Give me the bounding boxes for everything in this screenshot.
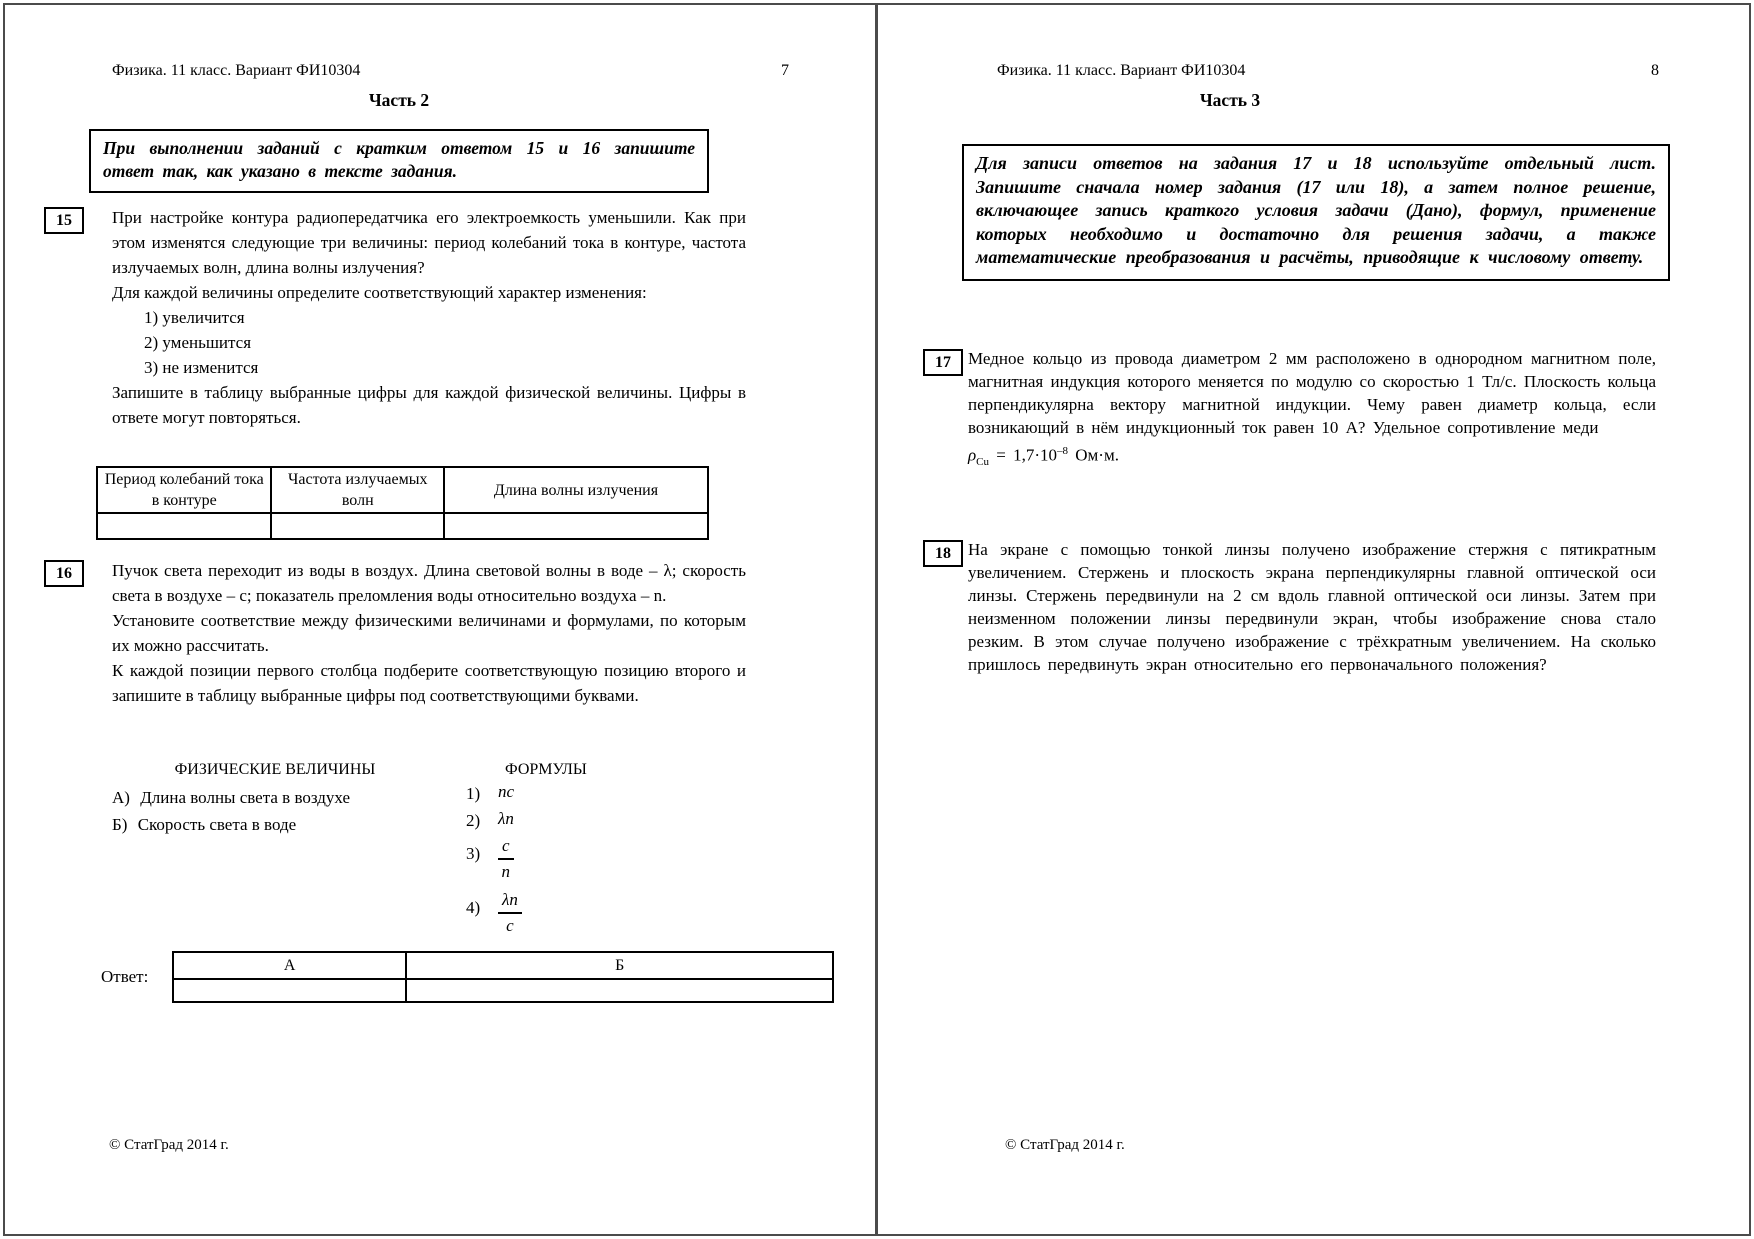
answer-cell (444, 513, 708, 539)
quantity-text: Длина волны света в воздухе (140, 788, 351, 807)
formulas-column-title: ФОРМУЛЫ (505, 761, 587, 778)
quantity-label: Б) (112, 815, 128, 834)
rho-symbol: ρ (968, 445, 977, 465)
task-16-middle: Установите соответствие между физическими величинами и формулами, по которым их можно рассчитать. (112, 611, 746, 655)
table-header-row (97, 467, 708, 513)
answer-cell (97, 513, 271, 539)
task-15-answer-table (96, 466, 709, 540)
task-15-number: 15 (44, 207, 84, 234)
task-18-text: На экране с помощью тонкой линзы получено изображение стержня с пятикратным увеличением. Стержень и плоскость экрана перпендикулярны главной оптической оси линзы. Стержень передвинули на 2 см вдоль главной оптической оси линзы. Затем при неизменном положении линзы передвинули экран, чтобы изображение снова стало резким. В этом случае получено изображение с трёхкратным увеличением. На сколько пришлось передвинуть экран относительно его первоначального положения? (968, 540, 1656, 674)
copyright-footer: © СтатГрад 2014 г. (1005, 1137, 1125, 1153)
task-16-outro: К каждой позиции первого столбца подберите соответствующую позицию второго и запишите в таблицу выбранные цифры под соответствующими буквами. (112, 661, 746, 705)
task-15-option: 2) уменьшится (144, 333, 252, 352)
answer-cell (406, 979, 833, 1002)
quantity-item-a (112, 788, 350, 808)
task-17-text: Медное кольцо из провода диаметром 2 мм расположено в однородном магнитном поле, магнитная индукция которого меняется по модулю со скоростью 1 Тл/с. Плоскость кольца перпендикулярна вектору магнитной индукции. Чему равен диаметр кольца, если возникающий в нём индукционный ток равен 10 А? Удельное сопротивление меди (968, 349, 1656, 437)
formula-fraction (498, 836, 514, 882)
task-16-answer-table (172, 951, 834, 1003)
formula-number: 2) (466, 811, 481, 830)
quantity-item-b (112, 815, 296, 835)
table-header-cell: Частота излучаемых волн (271, 467, 444, 513)
page-8 (878, 5, 1749, 1234)
answer-label: Ответ: (101, 967, 149, 986)
task-17-formula (968, 439, 1656, 475)
table-header-cell: А (173, 952, 406, 979)
quantity-label: А) (112, 788, 130, 807)
page-divider (875, 5, 878, 1234)
task-15-intro: При настройке контура радиопередатчика его электроемкость уменьшили. Как при этом изменятся следующие три величины: период колебаний тока в контуре, частота излучаемых волн, длина волны излучения? (112, 208, 746, 277)
task-16-intro: Пучок света переходит из воды в воздух. Длина световой волны в воде – λ; скорость света в воздухе – c; показатель преломления воды относительно воздуха – n. (112, 561, 746, 605)
part-2-title: Часть 2 (368, 90, 430, 110)
formula-number: 3) (466, 844, 481, 863)
formula-exponent: –8 (1057, 445, 1069, 457)
fraction-denominator: c (506, 916, 514, 935)
part-3-instruction-box: Для записи ответов на задания 17 и 18 используйте отдельный лист. Запишите сначала номер задания (17 или 18), а затем полное решение, включающее запись краткого условия задачи (Дано), формул, применение которых необходимо и достаточно для решения задачи, а также математические преобразования и расчёты, приводящие к числовому ответу. (962, 144, 1670, 281)
quantities-column-title: ФИЗИЧЕСКИЕ ВЕЛИЧИНЫ (174, 761, 376, 778)
task-16-number: 16 (44, 560, 84, 587)
document-title: Физика. 11 класс. Вариант ФИ10304 (112, 62, 361, 79)
table-answer-row (173, 979, 833, 1002)
formula-value: λn (498, 809, 514, 828)
copyright-footer: © СтатГрад 2014 г. (109, 1137, 229, 1153)
task-17-number: 17 (923, 349, 963, 376)
task-18-body (968, 538, 1656, 676)
task-16-body (112, 558, 746, 708)
formula-number: 1) (466, 784, 481, 803)
page-7 (5, 5, 875, 1234)
quantity-text: Скорость света в воде (137, 815, 297, 834)
page-number: 8 (1651, 62, 1659, 79)
task-15-body (112, 205, 746, 430)
task-15-prompt: Для каждой величины определите соответствующий характер изменения: (112, 283, 647, 302)
table-header-row (173, 952, 833, 979)
answer-cell (173, 979, 406, 1002)
table-header-cell: Б (406, 952, 833, 979)
table-header-cell: Период колебаний тока в контуре (97, 467, 271, 513)
fraction-numerator: c (498, 836, 514, 860)
fraction-denominator: n (501, 862, 511, 881)
task-15-option: 3) не изменится (144, 358, 259, 377)
task-17-body (968, 347, 1656, 475)
answer-cell (271, 513, 444, 539)
part-3-title: Часть 3 (1199, 90, 1261, 110)
task-15-option: 1) увеличится (144, 308, 245, 327)
formula-fraction (498, 890, 522, 936)
part-2-instruction-box: При выполнении заданий с кратким ответом 15 и 16 запишите ответ так, как указано в тексте задания. (89, 129, 709, 193)
task-18-number: 18 (923, 540, 963, 567)
fraction-numerator: λn (498, 890, 522, 914)
rho-subscript: Cu (976, 456, 990, 469)
formula-mid: = 1,7·10 (989, 445, 1058, 465)
task-15-outro: Запишите в таблицу выбранные цифры для каждой физической величины. Цифры в ответе могут повторяться. (112, 383, 746, 427)
formula-value: nc (498, 782, 515, 801)
table-answer-row (97, 513, 708, 539)
page-number: 7 (781, 62, 789, 79)
formula-units: Ом·м. (1068, 445, 1119, 465)
formula-number: 4) (466, 898, 481, 917)
table-header-cell: Длина волны излучения (444, 467, 708, 513)
document-title: Физика. 11 класс. Вариант ФИ10304 (997, 62, 1246, 79)
